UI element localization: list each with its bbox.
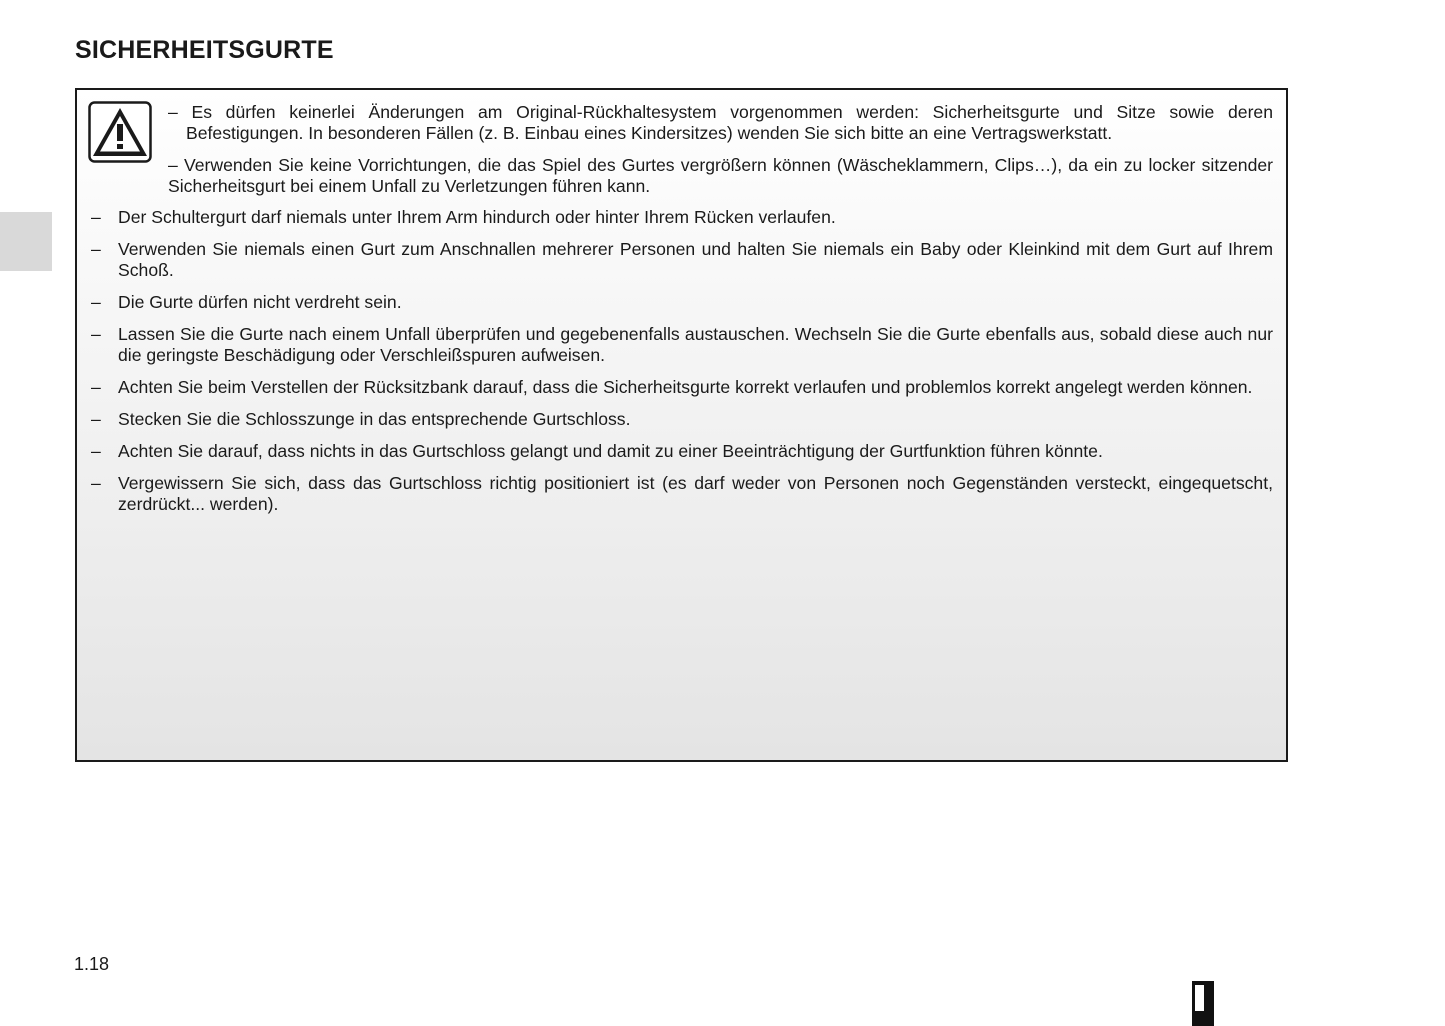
list-item [91, 324, 1273, 366]
warning-intro [168, 102, 1273, 208]
list-dash: – [91, 292, 101, 312]
list-dash: – [91, 473, 101, 493]
list-item [91, 441, 1273, 462]
list-item [91, 377, 1273, 398]
safety-instructions-list [91, 207, 1273, 526]
list-item-text: Stecken Sie die Schlosszunge in das entsprechende Gurtschloss. [118, 409, 631, 429]
page-number: 1.18 [74, 954, 110, 974]
warning-triangle-icon [88, 101, 152, 163]
list-item-text: Achten Sie beim Verstellen der Rücksitzbank darauf, dass die Sicherheitsgurte korrekt verlaufen und problemlos korrekt angelegt werden können. [118, 377, 1253, 397]
list-dash: – [91, 441, 101, 461]
list-item [91, 207, 1273, 228]
list-dash: – [91, 324, 101, 344]
list-item [91, 239, 1273, 281]
warning-intro-paragraph: – Es dürfen keinerlei Änderungen am Original-Rückhaltesystem vorgenommen werden: Sicherheitsgurte und Sitze sowie deren Befestigungen. In besonderen Fällen (z. B. Einbau eines Kindersitzes) wenden Sie sich bitte an eine Vertragswerkstatt. [168, 102, 1273, 143]
list-item [91, 473, 1273, 515]
list-item-text: Achten Sie darauf, dass nichts in das Gurtschloss gelangt und damit zu einer Beeinträchtigung der Gurtfunktion führen könnte. [118, 441, 1103, 461]
list-dash: – [91, 377, 101, 397]
list-dash: – [91, 207, 101, 227]
list-dash: – [91, 239, 101, 259]
list-item [91, 409, 1273, 430]
list-item-text: Der Schultergurt darf niemals unter Ihrem Arm hindurch oder hinter Ihrem Rücken verlaufen. [118, 207, 836, 227]
list-item [91, 292, 1273, 313]
warning-box [75, 88, 1288, 762]
list-item-text: Verwenden Sie niemals einen Gurt zum Anschnallen mehrerer Personen und halten Sie niemals ein Baby oder Kleinkind mit dem Gurt auf Ihrem Schoß. [118, 239, 1273, 280]
list-dash: – [91, 409, 101, 429]
page-edge-marker [1192, 981, 1214, 1026]
warning-intro-paragraph: – Verwenden Sie keine Vorrichtungen, die das Spiel des Gurtes vergrößern können (Wäscheklammern, Clips…), da ein zu locker sitzender Sicherheitsgurt bei einem Unfall zu Verletzungen führen kann. [168, 155, 1273, 196]
page-title: SICHERHEITSGURTE [75, 36, 334, 64]
list-item-text: Die Gurte dürfen nicht verdreht sein. [118, 292, 402, 312]
list-item-text: Lassen Sie die Gurte nach einem Unfall überprüfen und gegebenenfalls austauschen. Wechseln Sie die Gurte ebenfalls aus, sobald diese auch nur die geringste Beschädigung oder Verschleißspuren aufweisen. [118, 324, 1273, 365]
list-item-text: Vergewissern Sie sich, dass das Gurtschloss richtig positioniert ist (es darf weder von Personen noch Gegenständen versteckt, eingequetscht, zerdrückt... werden). [118, 473, 1273, 514]
section-side-tab [0, 212, 52, 271]
page-edge-marker-notch [1195, 985, 1204, 1011]
